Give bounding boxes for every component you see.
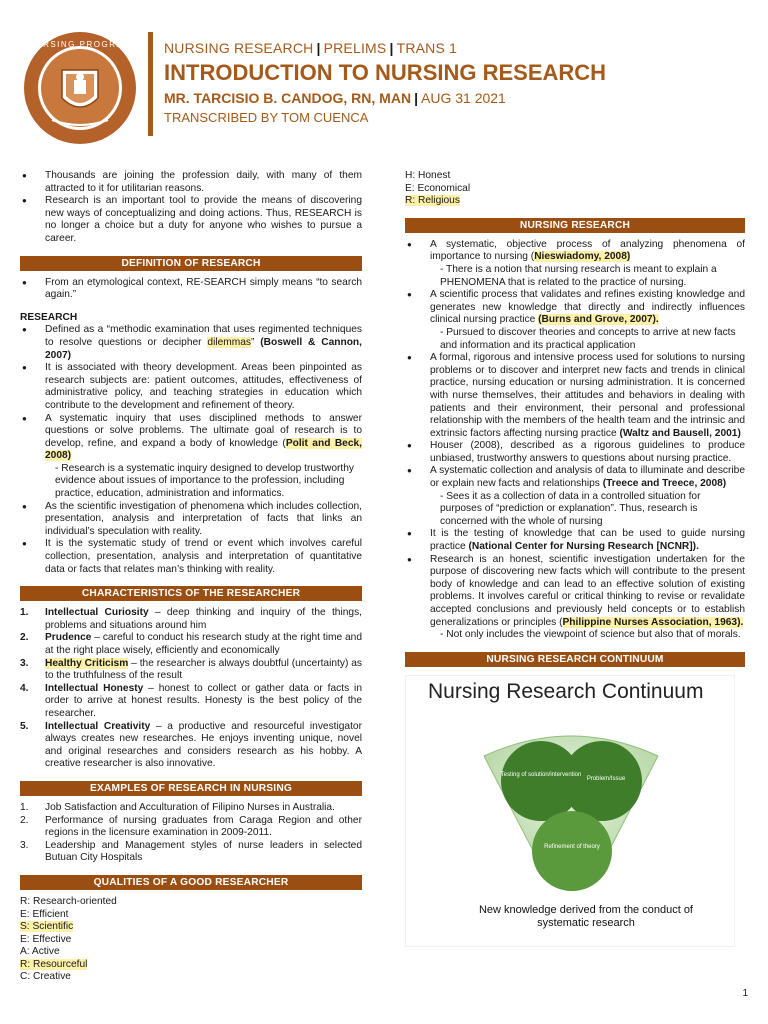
page-header [0, 0, 768, 150]
circle-testing-label: Testing of solution/intervention [500, 771, 582, 778]
list-item: ● Research is an important tool to provide the means of discovering new ways of conceptualizing and doing actions. Thus, RESEARCH is no longer a choice but a duty for anyone who wishes to pursue a career. [20, 195, 362, 245]
examples-list [20, 802, 362, 865]
qualities-list-continued [405, 170, 745, 208]
sub-note: - There is a notion that nursing research is meant to explain a PHENOMENA that is related to the practice of nursing. [440, 263, 717, 288]
section-bar-characteristics: CHARACTERISTICS OF THE RESEARCHER [20, 586, 362, 601]
section-bar-continuum: NURSING RESEARCH CONTINUUM [405, 652, 745, 667]
list-item: ● A systematic inquiry that uses disciplined methods to answer questions or solve problems. The ultimate goal of research is to develop, refine, and expand a body of knowledge (Polit and Beck, 2008) - Research is a systematic inquiry designed to develop trustworthy evidence about issues of importance to the profession, including practice, education, administration and informatics. [20, 413, 362, 501]
header-course-line: NURSING RESEARCH | PRELIMS | TRANS 1 [164, 40, 458, 56]
qualities-list [20, 896, 362, 984]
section-bar-examples: EXAMPLES OF RESEARCH IN NURSING [20, 781, 362, 796]
page-title: INTRODUCTION TO NURSING RESEARCH [164, 60, 607, 85]
research-list [20, 324, 362, 576]
list-item: H: Honest [405, 170, 451, 181]
circle-problem-label: Problem/Issue [586, 775, 626, 782]
characteristics-list [20, 607, 362, 771]
figure-caption: New knowledge derived from the conduct of systematic research [478, 903, 693, 929]
list-item: 2. Prudence – careful to conduct his research study at the right time and at the right place wisely, efficiently and economically [20, 632, 362, 656]
list-item: C: Creative [20, 971, 71, 983]
header-transcriber: TRANSCRIBED BY TOM CUENCA [164, 110, 369, 125]
list-item: ● It is associated with theory development. Areas been pinpointed as research subjects are: patient outcomes, attitudes, effectiveness of administrative policy, and teaching strategies in education which contribute to the development and refinement of theory. [20, 362, 362, 412]
header-accent-bar [148, 32, 153, 136]
list-item: ● Houser (2008), described as a rigorous guidelines to produce unbiased, trustworthy answers to questions about nursing practice. [405, 440, 745, 465]
figure-title: Nursing Research Continuum [428, 679, 704, 703]
list-item: ● Defined as a “methodic examination that uses regimented techniques to resolve questions or decipher dilemmas” (Boswell & Cannon, 2007) [20, 324, 362, 362]
list-item: ● As the scientific investigation of phenomena which includes collection, presentation, analysis and interpretation of facts that links an individual’s speculation with reality. [20, 501, 362, 539]
research-heading: RESEARCH [20, 311, 78, 323]
nursing-research-list [405, 239, 745, 642]
list-item: E: Effective [20, 933, 72, 945]
list-item: ● A systematic collection and analysis of data to illuminate and describe or explain new facts and relationships (Treece and Treece, 2008) - Sees it as a collection of data in a controlled situation for purposes of “prediction or explanation”. Thus, research is concerned with the whole of nursing [405, 465, 745, 528]
intro-list [20, 170, 362, 246]
list-item: R: Research-oriented [20, 895, 117, 907]
list-item: 2. Performance of nursing graduates from Caraga Region and other regions in the licensure examination in 2009-2011. [20, 814, 362, 839]
right-column [405, 170, 745, 947]
sub-note: - Pursued to discover theories and concepts to arrive at new facts and information and its practical application [440, 326, 736, 351]
list-item: A: Active [20, 946, 60, 958]
left-column [20, 170, 362, 984]
list-item: 1. Intellectual Curiosity – deep thinking and inquiry of the things, problems and situations around him [20, 607, 362, 631]
continuum-figure [405, 675, 735, 947]
section-bar-qualities: QUALITIES OF A GOOD RESEARCHER [20, 875, 362, 890]
list-item: 1. Job Satisfaction and Acculturation of Filipino Nurses in Australia. [20, 801, 335, 813]
list-item: 3. Healthy Criticism – the researcher is always doubtful (uncertainty) as to the truthfulness of the result [20, 657, 362, 682]
list-item: ● Research is an honest, scientific investigation undertaken for the purpose of discovering new facts which will contribute to the present body of knowledge and can lead to an effective solution of existing problems. It involves careful or critical thinking to revise or revalidate accepted conclusions and previously held concepts or to establish generalizations or principles (Philippine Nurses Association, 1963). - Not only includes the viewpoint of science but also that of morals. [405, 554, 745, 642]
sub-note: - Sees it as a collection of data in a controlled situation for purposes of “prediction or explanation”. Thus, research is concerned with the whole of nursing [440, 490, 701, 527]
list-item: 3. Leadership and Management styles of nurse leaders in selected Butuan City Hospitals [20, 839, 362, 864]
list-item: ● Thousands are joining the profession daily, with many of them attracted to it for utilitarian reasons. [20, 170, 362, 195]
section-bar-nursing-research: NURSING RESEARCH [405, 218, 745, 233]
list-item: 4. Intellectual Honesty – honest to collect or gather data or facts in order to arrive at honest results. Honesty is the best policy of the researcher. [20, 682, 362, 719]
svg-text:NURSING PROGRAM: NURSING PROGRAM [28, 40, 132, 49]
page-number: 1 [742, 988, 748, 999]
list-item: E: Economical [405, 182, 471, 194]
list-item: R: Religious [405, 195, 460, 207]
list-item: R: Resourceful [20, 958, 88, 970]
nursing-program-seal [22, 30, 138, 146]
list-item: ● From an etymological context, RE-SEARCH simply means “to search again.” [20, 277, 362, 302]
list-item: ● It is the systematic study of trend or event which involves careful collection, presentation, analysis and interpretation of quantitative data or facts that relates man’s thinking with reality. [20, 538, 362, 576]
list-item: ● A systematic, objective process of analyzing phenomena of importance to nursing (Nieswiadomy, 2008) - There is a notion that nursing research is meant to explain a PHENOMENA that is related to the practice of nursing. [405, 239, 745, 289]
list-item: 5. Intellectual Creativity – a productive and resourceful investigator always creates new researches. He enjoys inventing unique, novel and original researches and considers research as his hobby. A creative researcher is also innovative. [20, 720, 362, 770]
list-item: ● A formal, rigorous and intensive process used for solutions to nursing problems or to discover and interpret new facts and trends in clinical practice, nursing education or nursing administration. It is concerned with nurse themselves, their attitudes and behaviors in dealing with patients and their environment, their personal and professional relationship with the members of the health team and the intrinsic and extrinsic factors affecting nursing practice (Waltz and Bausell, 2001) [405, 352, 745, 440]
circle-refinement-label: Refinement of theory [544, 843, 600, 850]
definition-list [20, 277, 362, 302]
section-bar-definition: DEFINITION OF RESEARCH [20, 256, 362, 271]
header-author-line: MR. TARCISIO B. CANDOG, RN, MAN | AUG 31 2021 [164, 90, 506, 106]
list-item: ● A scientific process that validates and refines existing knowledge and generates new knowledge that directly and indirectly influences clinical nursing practice (Burns and Grove, 2007). - Pursued to discover theories and concepts to arrive at new facts and information and its practical application [405, 289, 745, 352]
sub-note: - Not only includes the viewpoint of science but also that of morals. [440, 629, 741, 641]
circle-refinement [532, 811, 612, 891]
list-item: S: Scientific [20, 921, 74, 933]
sub-note: - Research is a systematic inquiry designed to develop trustworthy evidence about issues of importance to the profession, including practice, education, administration and informatics. [55, 462, 354, 500]
list-item: E: Efficient [20, 908, 69, 920]
list-item: ● It is the testing of knowledge that can be used to guide nursing practice (National Center for Nursing Research [NCNR]). [405, 528, 745, 553]
